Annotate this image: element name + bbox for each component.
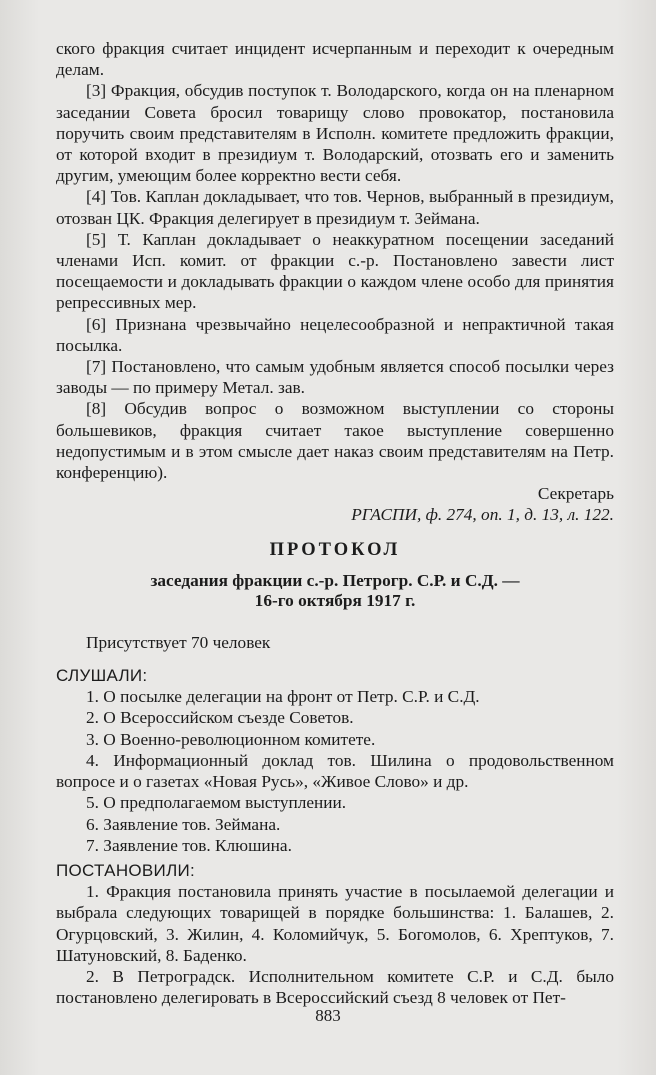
list-item: 4. Информационный доклад тов. Шилина о продовольственном вопросе и о газетах «Новая Русь», «Живое Слово» и др. [56, 750, 614, 792]
list-item: 7. Заявление тов. Клюшина. [86, 835, 292, 855]
signature: Секретарь [537, 484, 614, 504]
decision-paragraph: [8] Обсудив вопрос о возможном выступлении со стороны большевиков, фракция считает такое выступление совершенно недопустимым и в этом смысле дает наказ своим представителям на Петр. конференцию). [56, 399, 614, 483]
protocol-subtitle-line2: 16-го октября 1917 г. [254, 591, 416, 611]
list-item: 2. В Петроградск. Исполнительном комитете С.Р. и С.Д. было постановлено делегировать в Всероссийский съезд 8 человек от Пет- [56, 966, 614, 1008]
decision-paragraph: [3] Фракция, обсудив поступок т. Володарского, когда он на пленарном заседании Совета бросил товарищу слово провокатор, постановила поручить своим представителям в Исполн. комитете предложить фракции, от которой входит в президиум т. Володарский, отозвать его и заменить другим, умеющим более корректно вести себя. [56, 81, 615, 186]
list-item: 1. О посылке делегации на фронт от Петр. С.Р. и С.Д. [86, 687, 480, 707]
decision-paragraph: [6] Признана чрезвычайно нецелесообразной и непрактичной такая посылка. [56, 314, 614, 355]
list-item: 6. Заявление тов. Зеймана. [86, 814, 281, 834]
decision-paragraph: [4] Тов. Каплан докладывает, что тов. Чернов, выбранный в президиум, отозван ЦК. Фракция делегирует в президиум т. Зеймана. [56, 187, 614, 228]
decision-paragraph: [5] Т. Каплан докладывает о неаккуратном посещении заседаний членами Исп. комит. от фракции с.-р. Постановлено завести лист посещаемости и докладывать фракции о каждом члене особо для принятия репрессивных мер. [56, 229, 615, 313]
protocol-subtitle-line1: заседания фракции с.-р. Петрогр. С.Р. и С.Д. — [150, 570, 520, 590]
text-column [56, 38, 614, 1008]
list-item: 2. О Всероссийском съезде Советов. [86, 708, 354, 728]
continuation-paragraph: ского фракция считает инцидент исчерпанным и переходит к очередным делам. [56, 39, 614, 80]
decisions-list [56, 80, 614, 483]
list-item: 1. Фракция постановила принять участие в посылаемой делегации и выбрала следующих товарищей в порядке большинства: 1. Балашев, 2. Огурцовский, 3. Жилин, 4. Коломийчук, 5. Богомолов, 6. Хрептуков, 7. Шатуновский, 8. Баденко. [56, 882, 614, 965]
resolved-list [56, 881, 614, 1008]
list-item: 5. О предполагаемом выступлении. [86, 793, 347, 813]
heard-list [56, 686, 614, 856]
page-number: 883 [315, 1006, 341, 1025]
resolved-heading: ПОСТАНОВИЛИ: [56, 860, 196, 880]
attendance: Присутствует 70 человек [86, 632, 271, 652]
decision-paragraph: [7] Постановлено, что самым удобным является способ посылки через заводы — по примеру Метал. зав. [56, 357, 614, 398]
list-item: 3. О Военно-революционном комитете. [86, 729, 376, 749]
archive-citation: РГАСПИ, ф. 274, оп. 1, д. 13, л. 122. [351, 505, 614, 525]
heard-heading: СЛУШАЛИ: [56, 666, 148, 686]
protocol-title: ПРОТОКОЛ [269, 539, 401, 560]
